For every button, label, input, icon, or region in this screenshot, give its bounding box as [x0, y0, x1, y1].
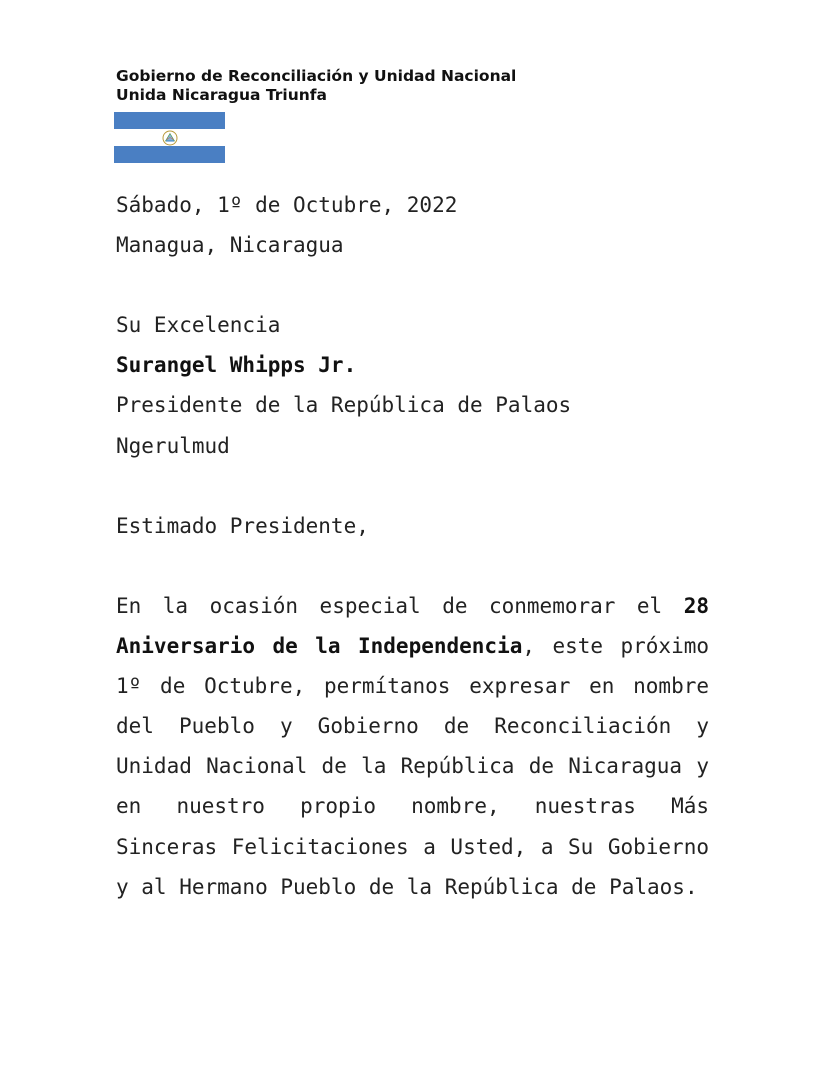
flag-middle-stripe: [114, 129, 225, 146]
letter-body: [116, 185, 709, 907]
recipient-title: Su Excelencia: [116, 313, 281, 338]
letterhead-slogan: Unida Nicaragua Triunfa: [116, 86, 328, 104]
letterhead-government-name: Gobierno de Reconciliación y Unidad Nacional: [116, 67, 517, 85]
paragraph-intro: En la ocasión especial de conmemorar el: [116, 593, 684, 618]
letter-date: Sábado, 1º de Octubre, 2022: [116, 193, 458, 217]
recipient-position: Presidente de la República de Palaos: [116, 393, 572, 418]
letter-paragraph: [116, 586, 709, 907]
flag-top-stripe: [114, 112, 225, 129]
nicaragua-coat-of-arms-icon: [162, 130, 178, 146]
spacer: [116, 265, 709, 305]
flag-bottom-stripe: [114, 146, 225, 163]
spacer: [116, 546, 709, 586]
spacer: [116, 466, 709, 506]
recipient-city: Ngerulmud: [116, 433, 230, 458]
paragraph-anniversary: 28 Aniversario de la Independencia: [116, 593, 709, 659]
letterhead: [116, 67, 516, 105]
letter-place: Managua, Nicaragua: [116, 233, 344, 258]
paragraph-continuation: , este próximo 1º de Octubre, permítanos expresar en nombre del Pueblo y Gobierno de Reconciliación y Unidad Nacional de la República de Nicaragua y en nuestro propio nombre, nuestras Más Sinceras Felicitaciones a Usted, a Su Gobierno y al Hermano Pueblo de la República de Palaos.: [116, 634, 709, 899]
letter-greeting: Estimado Presidente,: [116, 513, 369, 538]
nicaragua-flag: [114, 112, 225, 163]
recipient-name: Surangel Whipps Jr.: [116, 353, 357, 378]
